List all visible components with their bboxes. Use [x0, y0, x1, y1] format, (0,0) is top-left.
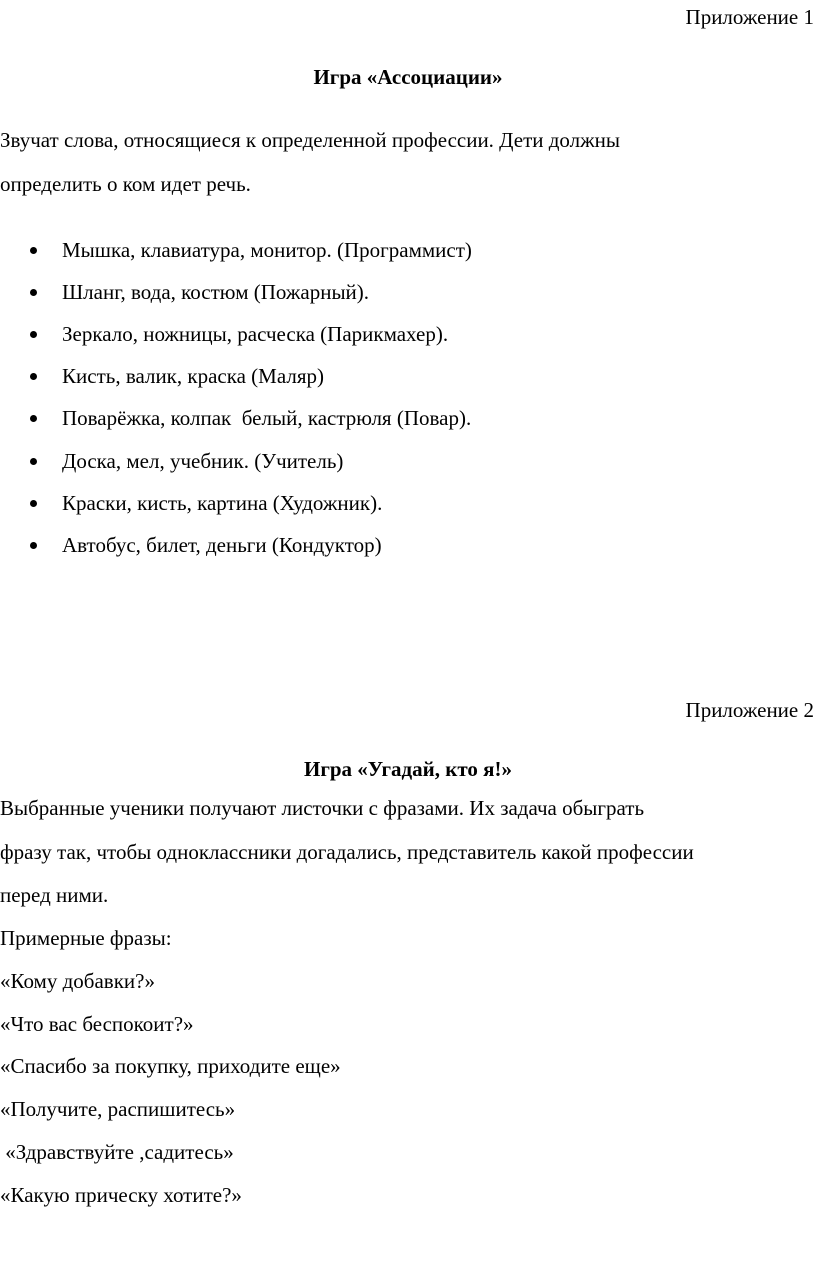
list-item-text: Краски, кисть, картина (Художник). [62, 491, 383, 515]
phrase-item: «Здравствуйте ,садитесь» [0, 1140, 234, 1164]
appendix-1-intro-line-1: Звучат слова, относящиеся к определенной профессии. Дети должны [0, 128, 620, 152]
phrases-label: Примерные фразы: [0, 926, 172, 950]
appendix-2-intro-line-2: фразу так, чтобы одноклассники догадались, представитель какой профессии [0, 840, 694, 864]
appendix-1-label: Приложение 1 [685, 5, 814, 29]
list-item-text: Кисть, валик, краска (Маляр) [62, 364, 324, 388]
list-item-text: Шланг, вода, костюм (Пожарный). [62, 280, 370, 304]
list-item-text: Зеркало, ножницы, расческа (Парикмахер). [62, 322, 449, 346]
bullet-icon [30, 331, 37, 338]
bullet-icon [30, 458, 37, 465]
appendix-1-title: Игра «Ассоциации» [313, 65, 503, 89]
list-item-text: Доска, мел, учебник. (Учитель) [62, 449, 344, 473]
appendix-2-intro-line-1: Выбранные ученики получают листочки с фразами. Их задача обыграть [0, 796, 645, 820]
phrase-item: «Что вас беспокоит?» [0, 1012, 194, 1036]
appendix-1-intro-line-2: определить о ком идет речь. [0, 172, 251, 196]
bullet-icon [30, 247, 37, 254]
phrase-item: «Спасибо за покупку, приходите еще» [0, 1054, 341, 1078]
appendix-2-label: Приложение 2 [685, 698, 814, 722]
bullet-icon [30, 542, 37, 549]
list-item-text: Поварёжка, колпак белый, кастрюля (Повар). [62, 406, 472, 430]
bullet-icon [30, 415, 37, 422]
appendix-2-intro-line-3: перед ними. [0, 883, 109, 907]
phrase-item: «Какую прическу хотите?» [0, 1183, 242, 1207]
bullet-icon [30, 289, 37, 296]
appendix-2-title: Игра «Угадай, кто я!» [304, 757, 512, 781]
phrase-item: «Кому добавки?» [0, 969, 155, 993]
list-item-text: Автобус, билет, деньги (Кондуктор) [62, 533, 382, 557]
phrase-item: «Получите, распишитесь» [0, 1097, 236, 1121]
bullet-icon [30, 373, 37, 380]
list-item-text: Мышка, клавиатура, монитор. (Программист) [62, 238, 472, 262]
bullet-icon [30, 500, 37, 507]
